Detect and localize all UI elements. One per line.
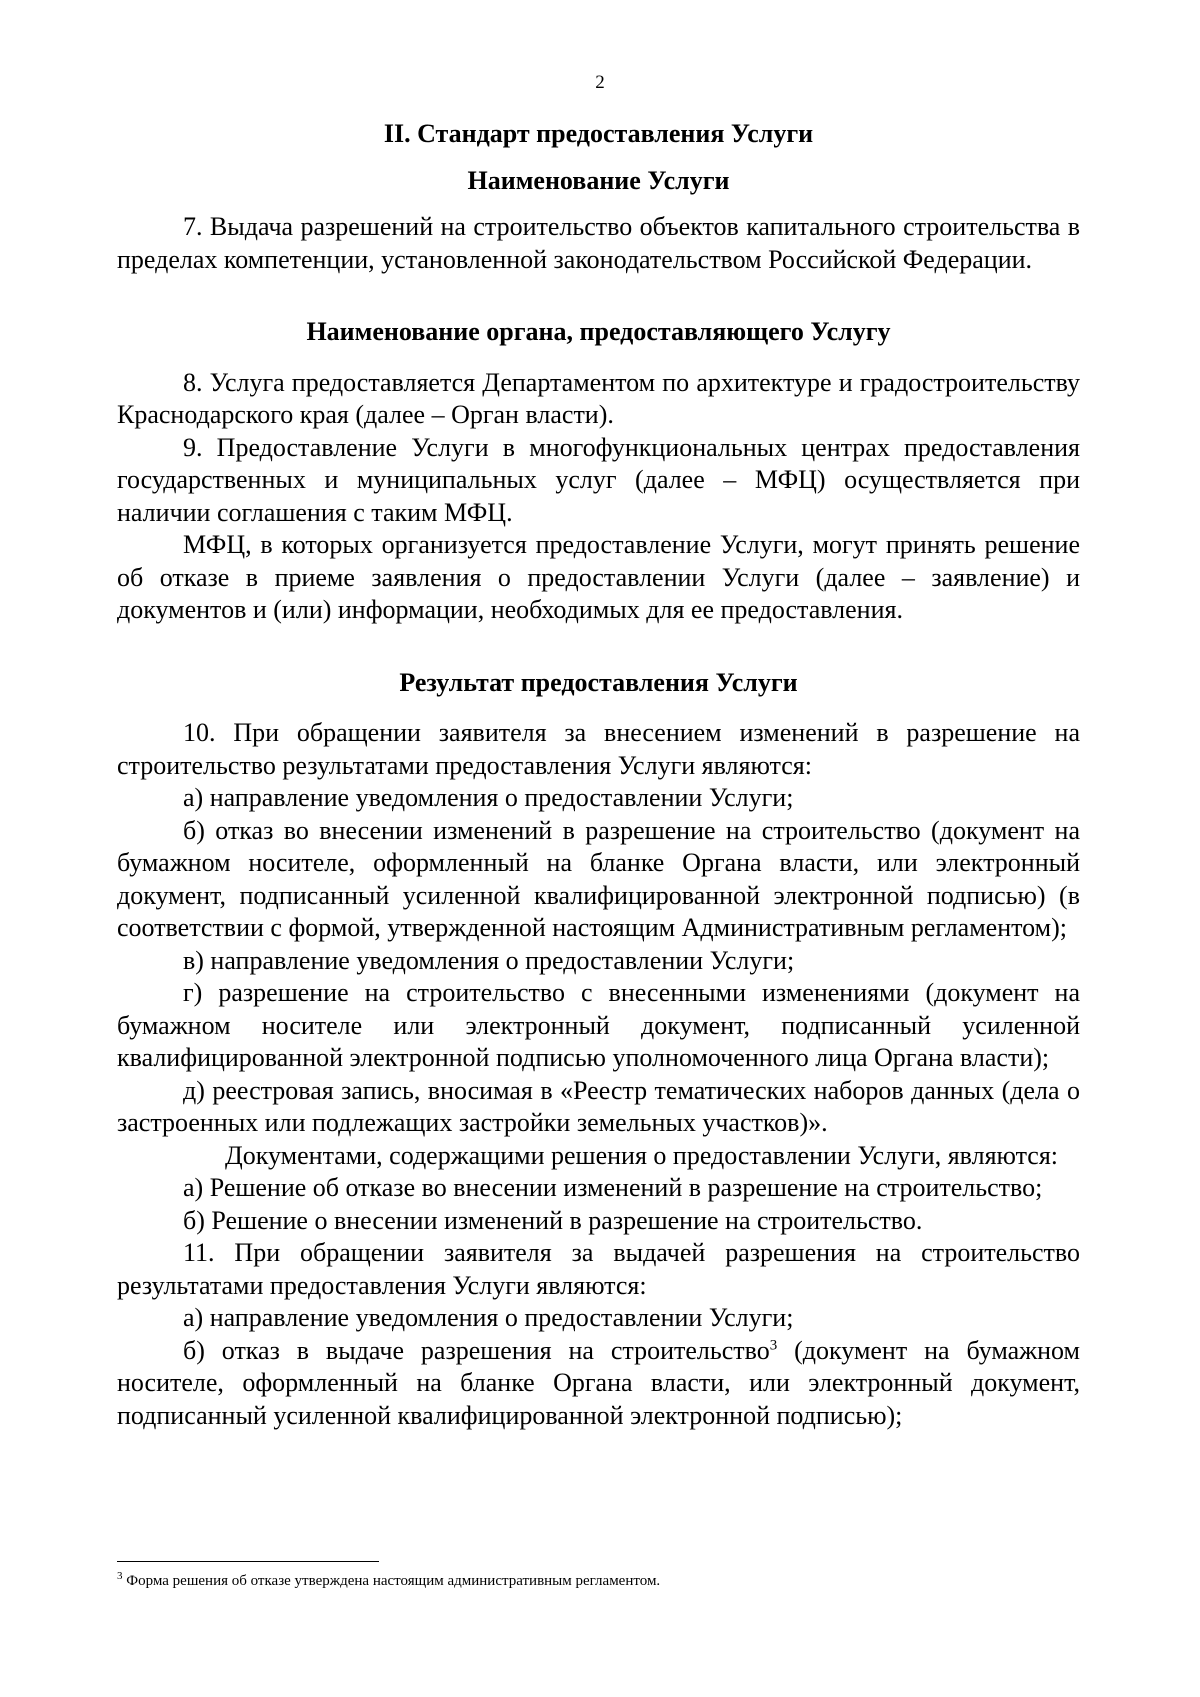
- subheading-organ: Наименование органа, предоставляющего Услугу: [306, 317, 891, 346]
- paragraph-10-b: б) отказ во внесении изменений в разрешение на строительство (документ на бумажном носителе, оформленный на бланке Органа власти, или электронный документ, подписанный усиленной квалифицированной электронной подписью) (в соответствии с формой, утвержденной настоящим Административным регламентом);: [117, 815, 1080, 942]
- paragraph-10-g: г) разрешение на строительство с внесенными изменениями (документ на бумажном носителе или электронный документ, подписанный усиленной квалифицированной электронной подписью уполномоченного лица Органа власти);: [117, 978, 1080, 1072]
- section-heading: II. Стандарт предоставления Услуги: [383, 119, 814, 148]
- paragraph-9: 9. Предоставление Услуги в многофункциональных центрах предоставления государственных и муниципальных услуг (далее – МФЦ) осуществляется при наличии соглашения с таким МФЦ.: [117, 432, 1080, 527]
- paragraph-9-continued: МФЦ, в которых организуется предоставление Услуги, могут принять решение об отказе в приеме заявления о предоставлении Услуги (далее – заявление) и документов и (или) информации, необходимых для ее предоставления.: [117, 530, 1080, 624]
- paragraph-10-documents-b: б) Решение о внесении изменений в разрешение на строительство.: [183, 1205, 923, 1235]
- footnote-number: 3: [117, 1570, 123, 1582]
- paragraph-8: 8. Услуга предоставляется Департаментом по архитектуре и градостроительству Краснодарского края (далее – Орган власти).: [117, 367, 1080, 429]
- paragraph-10-documents: Документами, содержащими решения о предоставлении Услуги, являются:: [225, 1140, 1059, 1170]
- paragraph-10-v: в) направление уведомления о предоставлении Услуги;: [183, 945, 795, 975]
- paragraph-7: 7. Выдача разрешений на строительство объектов капитального строительства в пределах компетенции, установленной законодательством Российской Федерации.: [117, 212, 1080, 274]
- paragraph-10-d: д) реестровая запись, вносимая в «Реестр тематических наборов данных (дела о застроенных или подлежащих застройки земельных участков)».: [117, 1075, 1080, 1137]
- paragraph-11-b: [117, 1335, 1080, 1433]
- document-body: [117, 118, 1080, 1432]
- footnote-reference[interactable]: 3: [769, 1336, 778, 1353]
- footnote-separator: [117, 1561, 379, 1562]
- paragraph-10: 10. При обращении заявителя за внесением изменений в разрешение на строительство результатами предоставления Услуги являются:: [117, 718, 1080, 780]
- paragraph-11-a: а) направление уведомления о предоставлении Услуги;: [183, 1303, 794, 1332]
- paragraph-10-a: а) направление уведомления о предоставлении Услуги;: [183, 783, 794, 812]
- paragraph-10-documents-a: а) Решение об отказе во внесении изменений в разрешение на строительство;: [183, 1173, 1043, 1202]
- page-number: 2: [595, 72, 605, 93]
- footnote: [117, 1571, 1080, 1591]
- paragraph-11-b-end: (документ на бумажном носителе, оформленный на бланке Органа власти, или электронный документ, подписанный усиленной квалифицированной электронной подписью);: [117, 1335, 1081, 1430]
- subheading-service-name: Наименование Услуги: [467, 165, 730, 195]
- paragraph-11-b-start: б) отказ в выдаче разрешения на строительство: [183, 1335, 770, 1365]
- paragraph-11: 11. При обращении заявителя за выдачей разрешения на строительство результатами предоставления Услуги являются:: [117, 1238, 1080, 1300]
- footnote-text: Форма решения об отказе утверждена настоящим административным регламентом.: [122, 1573, 661, 1589]
- subheading-result: Результат предоставления Услуги: [399, 667, 798, 697]
